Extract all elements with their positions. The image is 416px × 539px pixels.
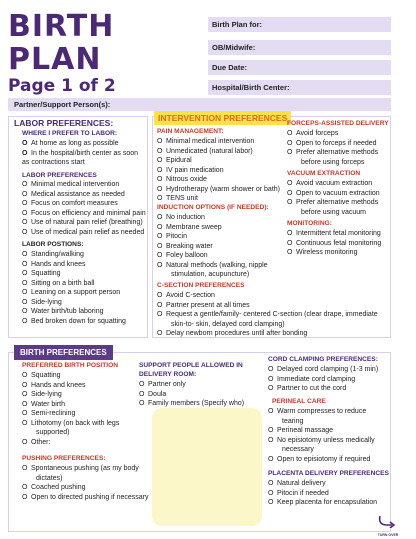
pushing-heading: PUSHING PREFERENCES: [22,455,106,462]
partner-field[interactable]: Partner/Support Person(s): [8,98,391,111]
hospital-field[interactable]: Hospital/Birth Center: [208,80,391,95]
induction-list [157,213,268,280]
list-item[interactable]: O Side-lying [22,298,62,306]
list-item[interactable]: O Open to directed pushing if necessary [22,493,149,501]
list-item[interactable]: O Natural delivery [268,480,326,487]
list-item[interactable]: O Epidural [157,157,192,164]
intervention-badge: INTERVENTION PREFERENCES [154,111,291,125]
list-item[interactable]: O In the hospital/birth center as soon [22,149,139,157]
forceps-list [287,129,378,167]
list-item[interactable]: O Use of natural pain relief (breathing) [22,219,143,226]
list-item[interactable]: O Focus on efficiency and minimal pain [22,209,146,217]
list-item[interactable]: O Prefer alternative methods [287,199,379,206]
where-heading: WHERE I PREFER TO LABOR: [22,130,118,137]
list-item[interactable]: O Coached pushing [22,484,86,491]
induction-heading: INDUCTION OPTIONS (IF NEEDED): [157,204,269,211]
list-item-cont: skin-to- skin, delayed cord clamping) [171,320,285,328]
support-list [139,380,244,409]
monitoring-heading: MONITORING: [287,220,332,227]
turn-over-label: TURN OVER [377,533,399,537]
list-item[interactable]: O Partner present at all times [157,301,250,309]
birth-plan-for-field[interactable]: Birth Plan for: [208,17,391,32]
list-item[interactable]: O Partner to cut the cord [268,385,347,392]
list-item[interactable]: O Hydrotherapy (warm shower or bath) [157,185,280,193]
list-item[interactable]: O Medical assistance as needed [22,190,125,198]
support-heading-2: DELIVERY ROOM: [139,371,197,378]
list-item[interactable]: O Avoid vacuum extraction [287,180,373,187]
cord-heading: CORD CLAMPING PREFERENCES: [268,356,378,363]
list-item[interactable]: O Keep placenta for encapsulation [268,499,378,506]
list-item[interactable]: O Delayed cord clamping (1-3 min) [268,366,379,373]
list-item-cont: before using forceps [301,158,365,166]
pain-heading: PAIN MANAGEMENT: [157,128,224,135]
list-item[interactable]: O Squatting [22,372,61,379]
list-item[interactable]: O Intermittent fetal monitoring [287,230,381,237]
labor-positions-heading: LABOR POSTIONS: [22,241,84,248]
list-item[interactable]: O Immediate cord clamping [268,375,356,383]
list-item[interactable]: O Natural methods (walking, nipple [157,261,268,269]
labor-pref-list [22,180,146,237]
where-list [22,139,138,168]
list-item[interactable]: O Water birth [22,400,65,408]
cord-list [268,365,378,394]
list-item[interactable]: O Avoid forceps [287,130,339,137]
labor-heading: LABOR PREFERENCES: [14,118,114,128]
monitoring-list [287,229,381,258]
page-indicator: Page 1 of 2 [8,76,116,96]
title-plan: PLAN [8,42,102,77]
list-item[interactable]: O Open to vacuum extraction [287,189,380,197]
perineal-list [268,407,375,464]
notes-area[interactable] [152,408,262,526]
list-item-cont: dictates) [36,474,63,482]
csection-list [157,291,378,339]
list-item[interactable]: O Lithotomy (on back with legs [22,419,120,427]
list-item[interactable]: O Water birth/tub laboring [22,308,104,315]
ob-midwife-field[interactable]: OB/Midwife: [208,40,391,55]
turn-over-indicator[interactable] [376,514,400,536]
list-item[interactable]: O Unmedicated (natural labor) [157,147,253,155]
list-item-cont: before using vacuum [301,208,366,216]
list-item[interactable]: O Partner only [139,381,186,388]
list-item[interactable]: O Squatting [22,270,61,277]
list-item-cont: tearing [282,417,304,425]
list-item-cont: necessary [282,446,314,453]
labor-positions-list [22,250,126,326]
list-item[interactable]: O Sitting on a birth ball [22,279,95,287]
list-item-cont: stimulation, acupuncture) [171,271,250,278]
list-item[interactable]: O Delay newborn procedures until after bonding [157,330,308,337]
list-item[interactable]: O Pitocin if needed [268,489,329,497]
list-item[interactable]: O Hands and knees [22,381,86,389]
list-item[interactable]: O Hands and knees [22,260,86,268]
list-item-cont: supported) [36,429,70,436]
list-item[interactable]: O IV pain medication [157,166,224,174]
list-item[interactable]: O Warm compresses to reduce [268,408,367,415]
list-item[interactable]: O Minimal medical intervention [157,138,255,145]
list-item[interactable]: O Avoid C-section [157,292,215,299]
list-item[interactable]: O Perineal massage [268,427,334,434]
pushing-list [22,464,149,502]
labor-pref-heading: LABOR PREFERENCES [22,172,97,179]
list-item[interactable]: O Minimal medical intervention [22,181,120,188]
list-item[interactable]: O Open to forceps if needed [287,139,377,147]
list-item[interactable]: O Open to episiotomy if required [268,455,371,463]
list-item[interactable]: O Family members (Specify who) [139,400,245,407]
list-item[interactable]: O No episiotomy unless medically [268,436,375,444]
list-item[interactable]: O Foley balloon [157,252,208,259]
list-item[interactable]: O Request a gentle/family- centered C-section (clear drape, immediate [157,311,378,318]
list-item[interactable]: O Semi-reclining [22,410,76,417]
list-item[interactable]: O Nitrous oxide [157,176,207,183]
placenta-heading: PLACENTA DELIVERY PREFERENCES [268,470,389,477]
placenta-list [268,479,377,508]
list-item[interactable]: O Bed broken down for squatting [22,317,126,325]
list-item[interactable]: O TENS unit [157,195,198,202]
list-item[interactable]: O Breaking water [157,242,213,250]
support-heading-1: SUPPORT PEOPLE ALLOWED IN [139,362,243,369]
birth-position-heading: PREFERRED BIRTH POSITION [22,362,118,369]
list-item[interactable]: O Doula [139,390,167,398]
vacuum-heading: VACUUM EXTRACTION [287,170,361,177]
list-item[interactable]: O Side-lying [22,391,62,398]
turn-arrow-icon [376,514,400,528]
list-item[interactable]: O No induction [157,214,205,221]
birth-badge: BIRTH PREFERENCES [14,345,113,360]
list-item[interactable]: O Focus on comfort measures [22,200,118,207]
list-item[interactable]: O Other: [22,438,51,446]
list-item[interactable]: O Wireless monitoring [287,249,358,256]
due-date-field[interactable]: Due Date: [208,60,391,75]
list-item[interactable]: O Pitocin [157,233,188,240]
list-item[interactable]: O Membrane sweep [157,223,222,231]
list-item[interactable]: O Use of medical pain relief as needed [22,228,145,236]
pain-list [157,137,280,204]
vacuum-list [287,179,380,217]
list-item[interactable]: O Spontaneous pushing (as my body [22,465,139,472]
title-birth: BIRTH [8,9,115,44]
list-item[interactable]: O Leaning on a support person [22,289,121,296]
perineal-heading: PERINEAL CARE [272,398,326,405]
list-item[interactable]: O Continuous fetal monitoring [287,239,382,247]
csection-heading: C-SECTION PREFERENCES [157,282,245,289]
list-item[interactable]: O At home as long as possible [22,140,119,147]
list-item[interactable]: O Standing/walking [22,251,84,258]
birth-position-list [22,371,119,447]
list-item-cont: as contractions start [22,159,85,166]
list-item[interactable]: O Prefer alternative methods [287,149,379,156]
forceps-heading: FORCEPS-ASSISTED DELIVERY [287,120,389,127]
